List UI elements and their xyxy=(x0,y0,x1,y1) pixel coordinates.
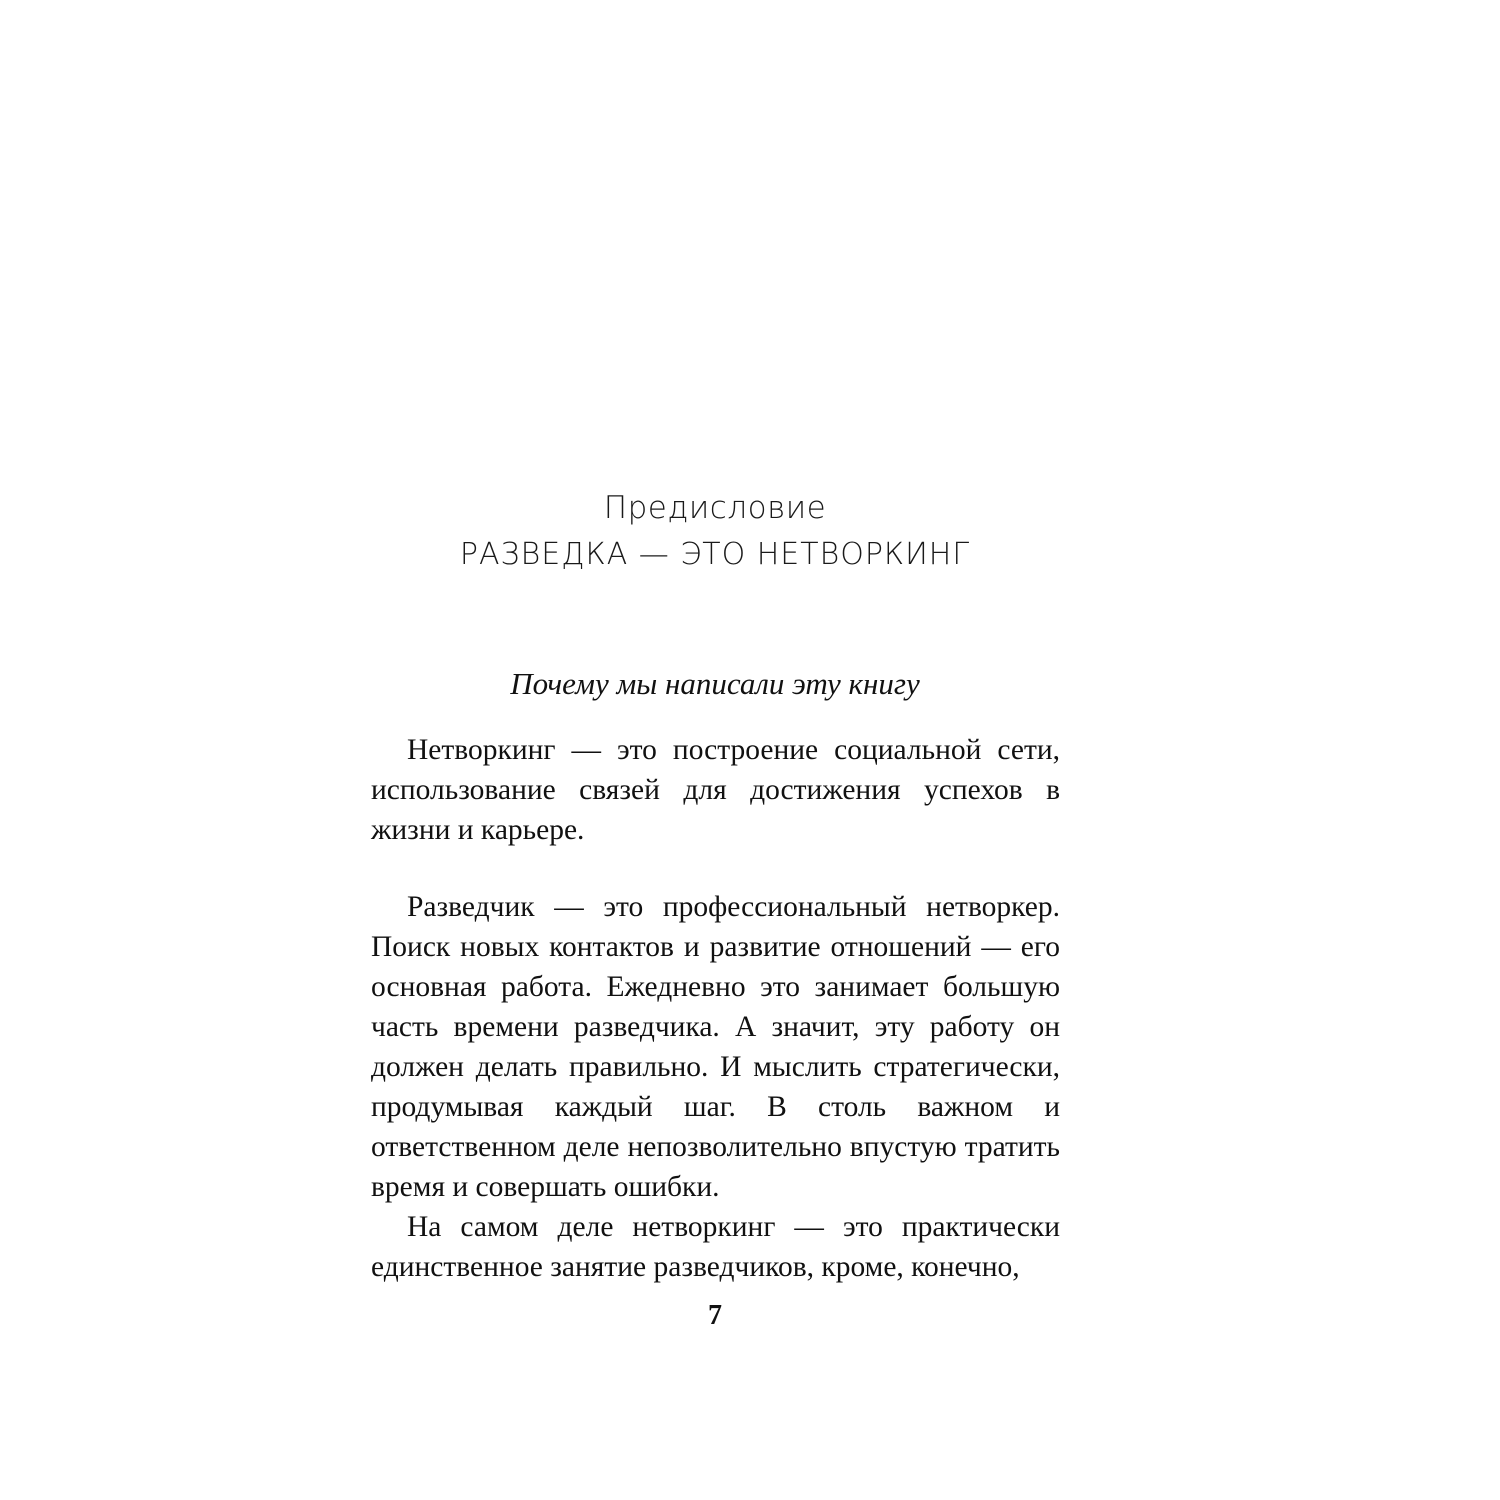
paragraph: Разведчик — это профессиональный нетворкер. Поиск новых контактов и развитие отношений — его основная работа. Ежедневно это занимает большую часть времени разведчика. А значит, эту работу он должен делать правильно. И мыслить стратегически, продумывая каждый шаг. В столь важном и ответственном деле непозволительно впустую тратить время и совершать ошибки. xyxy=(371,891,1060,1203)
paragraph: На самом деле нетворкинг — это практически единственное занятие разведчиков, кроме, конечно, xyxy=(371,1211,1060,1283)
chapter-title: РАЗВЕДКА — ЭТО НЕТВОРКИНГ xyxy=(459,537,971,572)
page-number: 7 xyxy=(708,1300,722,1331)
body-block-2 xyxy=(371,887,1060,1287)
chapter-label: Предисловие xyxy=(603,490,827,526)
paragraph: Нетворкинг — это построение социальной сети, использование связей для достижения успехов в жизни и карьере. xyxy=(371,734,1060,846)
section-heading: Почему мы написали эту книгу xyxy=(510,666,920,701)
body-block-1 xyxy=(371,730,1060,850)
